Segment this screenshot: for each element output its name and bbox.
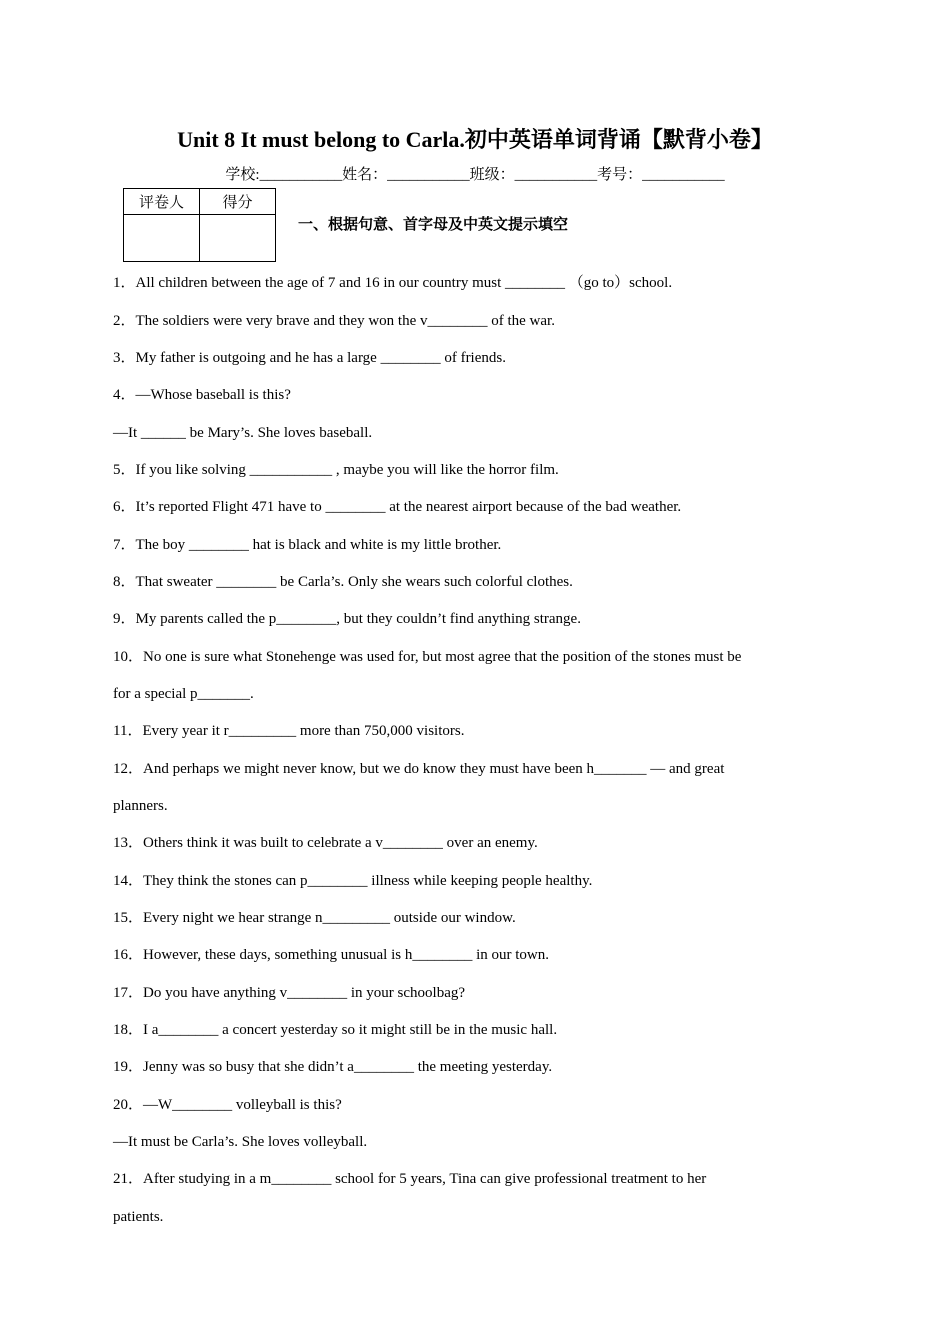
question-line: planners. [113,798,168,814]
question-line: 17．Do you have anything v________ in your schoolbag? [113,985,466,1001]
question-line: 5．If you like solving ___________ , maybe you will like the horror film. [113,462,559,478]
grader-header: 评卷人 [124,189,200,215]
question-line: 18．I a________ a concert yesterday so it might still be in the music hall. [113,1022,558,1038]
score-cell[interactable] [200,215,276,262]
question-line: 11．Every year it r_________ more than 750,000 visitors. [113,723,465,739]
question-line: 1．All children between the age of 7 and 16 in our country must ________ （go to）school. [113,275,673,291]
grader-cell[interactable] [124,215,200,262]
question-line: 15．Every night we hear strange n_________ outside our window. [113,910,516,926]
score-table [123,188,276,262]
question-line: for a special p_______. [113,686,254,702]
question-line: 19．Jenny was so busy that she didn’t a________ the meeting yesterday. [113,1059,553,1075]
question-line: 12．And perhaps we might never know, but we do know they must have been h_______ — and great [113,761,725,777]
question-line: 14．They think the stones can p________ illness while keeping people healthy. [113,873,593,889]
question-line: 21．After studying in a m________ school for 5 years, Tina can give professional treatment to her [113,1171,707,1187]
question-line: 13．Others think it was built to celebrate a v________ over an enemy. [113,835,538,851]
question-line: 20．—W________ volleyball is this? [113,1097,342,1113]
question-line: 6．It’s reported Flight 471 have to ________ at the nearest airport because of the bad weather. [113,499,682,515]
question-line: 8．That sweater ________ be Carla’s. Only she wears such colorful clothes. [113,574,573,590]
section-title: 一、根据句意、首字母及中英文提示填空 [298,217,569,233]
question-line: 16．However, these days, something unusual is h________ in our town. [113,947,550,963]
question-line: 7．The boy ________ hat is black and white is my little brother. [113,537,502,553]
question-line: 10．No one is sure what Stonehenge was used for, but most agree that the position of the stones must be [113,649,742,665]
page-title: Unit 8 It must belong to Carla.初中英语单词背诵【默背小卷】 [177,127,773,152]
question-line: 9．My parents called the p________, but they couldn’t find anything strange. [113,611,581,627]
question-line: —It ______ be Mary’s. She loves baseball. [113,425,373,441]
question-line: 3．My father is outgoing and he has a large ________ of friends. [113,350,506,366]
question-line: 4．—Whose baseball is this? [113,387,291,403]
score-header: 得分 [200,189,276,215]
student-info-line: 学校:___________姓名：___________班级：___________考号：___________ [225,167,725,183]
question-line: —It must be Carla’s. She loves volleyball. [113,1134,368,1150]
question-line: 2．The soldiers were very brave and they won the v________ of the war. [113,313,555,329]
question-line: patients. [113,1209,164,1225]
